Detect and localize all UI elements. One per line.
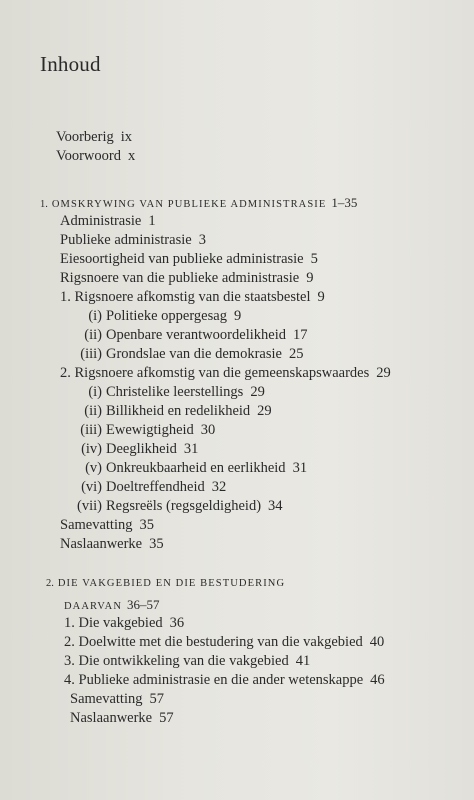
toc-entry-page: 30 — [200, 422, 216, 438]
toc-entry-label: 1. Die vakgebied — [64, 615, 163, 631]
chapter-number: 2. — [46, 578, 54, 589]
toc-subentry-number: (ii) — [84, 327, 102, 343]
toc-entry-label: Regsreëls (regsgeldigheid) — [106, 498, 262, 514]
toc-entry-label: Deeglikheid — [106, 441, 177, 457]
toc-entry-page: 25 — [288, 346, 304, 362]
chapter-number: 1. — [40, 199, 48, 210]
toc-entry-label: Eiesoortigheid van publieke administrasie — [60, 251, 304, 267]
toc-subentry — [76, 402, 272, 420]
toc-entry-label: Billikheid en redelikheid — [106, 403, 251, 419]
toc-entry-label: 2. Rigsnoere afkomstig van die gemeenskapswaardes — [60, 365, 370, 381]
toc-entry-label: Samevatting — [70, 691, 143, 707]
chapter-heading-continued — [64, 598, 160, 614]
toc-entry-page: 35 — [149, 536, 164, 552]
chapter-heading — [46, 577, 285, 591]
toc-entry-page: 32 — [211, 479, 227, 495]
toc-subentry — [76, 383, 265, 401]
toc-entry-label: Rigsnoere van die publieke administrasie — [60, 270, 300, 286]
chapter-pages: 36–57 — [127, 597, 160, 612]
toc-entry-page: 31 — [292, 460, 308, 476]
toc-entry-label: Openbare verantwoordelikheid — [106, 327, 286, 343]
toc-subentry-number: (ii) — [84, 403, 102, 419]
chapter-pages: 1–35 — [331, 195, 358, 210]
toc-subentry-number: (vi) — [81, 479, 102, 495]
toc-entry — [60, 231, 206, 249]
toc-entry-page: 17 — [292, 327, 308, 343]
toc-subentry-number: (vii) — [77, 498, 102, 514]
toc-subentry-number: (i) — [88, 308, 102, 324]
chapter-title: DIE VAKGEBIED EN DIE BESTUDERING — [57, 578, 286, 589]
toc-entry-label: Christelike leerstellings — [106, 384, 244, 400]
chapter-title-continued: DAARVAN — [64, 601, 123, 612]
toc-entry — [60, 250, 318, 268]
toc-entry-page: 1 — [148, 213, 156, 229]
toc-entry-page: 9 — [306, 270, 314, 286]
toc-entry — [64, 671, 385, 689]
toc-entry-label: Onkreukbaarheid en eerlikheid — [106, 460, 286, 476]
chapter-heading — [40, 196, 357, 212]
toc-subentry-number: (iii) — [80, 346, 102, 362]
toc-entry-label: Naslaanwerke — [70, 710, 153, 726]
toc-entry-page: 41 — [295, 653, 311, 669]
toc-entry — [56, 147, 135, 165]
page-title: Inhoud — [40, 52, 101, 76]
toc-entry-page: 57 — [159, 710, 174, 726]
toc-entry-page: 9 — [233, 308, 242, 324]
toc-subentry — [76, 421, 215, 439]
toc-entry — [60, 269, 313, 287]
toc-subentry — [76, 326, 307, 344]
toc-entry — [70, 709, 174, 727]
toc-entry — [70, 690, 164, 708]
toc-entry-label: Politieke oppergesag — [106, 308, 227, 324]
toc-entry — [60, 516, 154, 534]
toc-entry-page: 34 — [268, 498, 283, 514]
toc-entry-label: Samevatting — [60, 517, 133, 533]
toc-entry-page: 40 — [369, 634, 385, 650]
toc-subentry — [76, 459, 307, 477]
toc-entry — [64, 652, 310, 670]
toc-entry-label: 2. Doelwitte met die bestudering van die vakgebied — [64, 634, 363, 650]
toc-subentry-number: (v) — [85, 460, 102, 476]
toc-entry-page: x — [127, 148, 136, 164]
toc-entry-page: 46 — [370, 672, 385, 688]
toc-subentry — [76, 478, 226, 496]
toc-entry — [60, 288, 325, 306]
toc-entry-label: Publieke administrasie — [60, 232, 192, 248]
toc-entry-page: 35 — [139, 517, 154, 533]
chapter-title: OMSKRYWING VAN PUBLIEKE ADMINISTRASIE — [51, 199, 327, 210]
toc-entry-label: Doeltreffendheid — [106, 479, 205, 495]
toc-subentry — [76, 497, 283, 515]
toc-entry-label: Grondslae van die demokrasie — [106, 346, 282, 362]
toc-entry-page: 29 — [376, 365, 391, 381]
toc-entry — [60, 535, 164, 553]
toc-entry-page: 57 — [149, 691, 164, 707]
toc-entry-page: 9 — [317, 289, 325, 305]
toc-entry-page: 29 — [257, 403, 272, 419]
toc-entry — [60, 364, 391, 382]
toc-entry-label: 3. Die ontwikkeling van die vakgebied — [64, 653, 289, 669]
toc-subentry-number: (iii) — [80, 422, 102, 438]
toc-entry-page: 29 — [250, 384, 265, 400]
toc-subentry — [76, 440, 198, 458]
toc-entry-page: 36 — [169, 615, 185, 631]
toc-subentry — [76, 307, 241, 325]
toc-subentry-number: (iv) — [81, 441, 102, 457]
toc-entry-page: 31 — [183, 441, 199, 457]
toc-entry-page: 3 — [198, 232, 206, 248]
toc-entry-page: ix — [120, 129, 133, 145]
toc-entry — [56, 128, 132, 146]
toc-entry — [60, 212, 156, 230]
toc-entry — [64, 614, 184, 632]
toc-entry-label: 1. Rigsnoere afkomstig van die staatsbestel — [60, 289, 311, 305]
toc-subentry — [76, 345, 303, 363]
toc-subentry-number: (i) — [88, 384, 102, 400]
toc-entry-label: Voorwoord — [56, 148, 121, 164]
toc-entry-label: Ewewigtigheid — [106, 422, 194, 438]
toc-entry — [64, 633, 384, 651]
toc-entry-label: Naslaanwerke — [60, 536, 143, 552]
toc-entry-label: Administrasie — [60, 213, 142, 229]
toc-entry-label: Voorberig — [56, 129, 114, 145]
toc-entry-label: 4. Publieke administrasie en die ander wetenskappe — [64, 672, 364, 688]
toc-entry-page: 5 — [310, 251, 318, 267]
